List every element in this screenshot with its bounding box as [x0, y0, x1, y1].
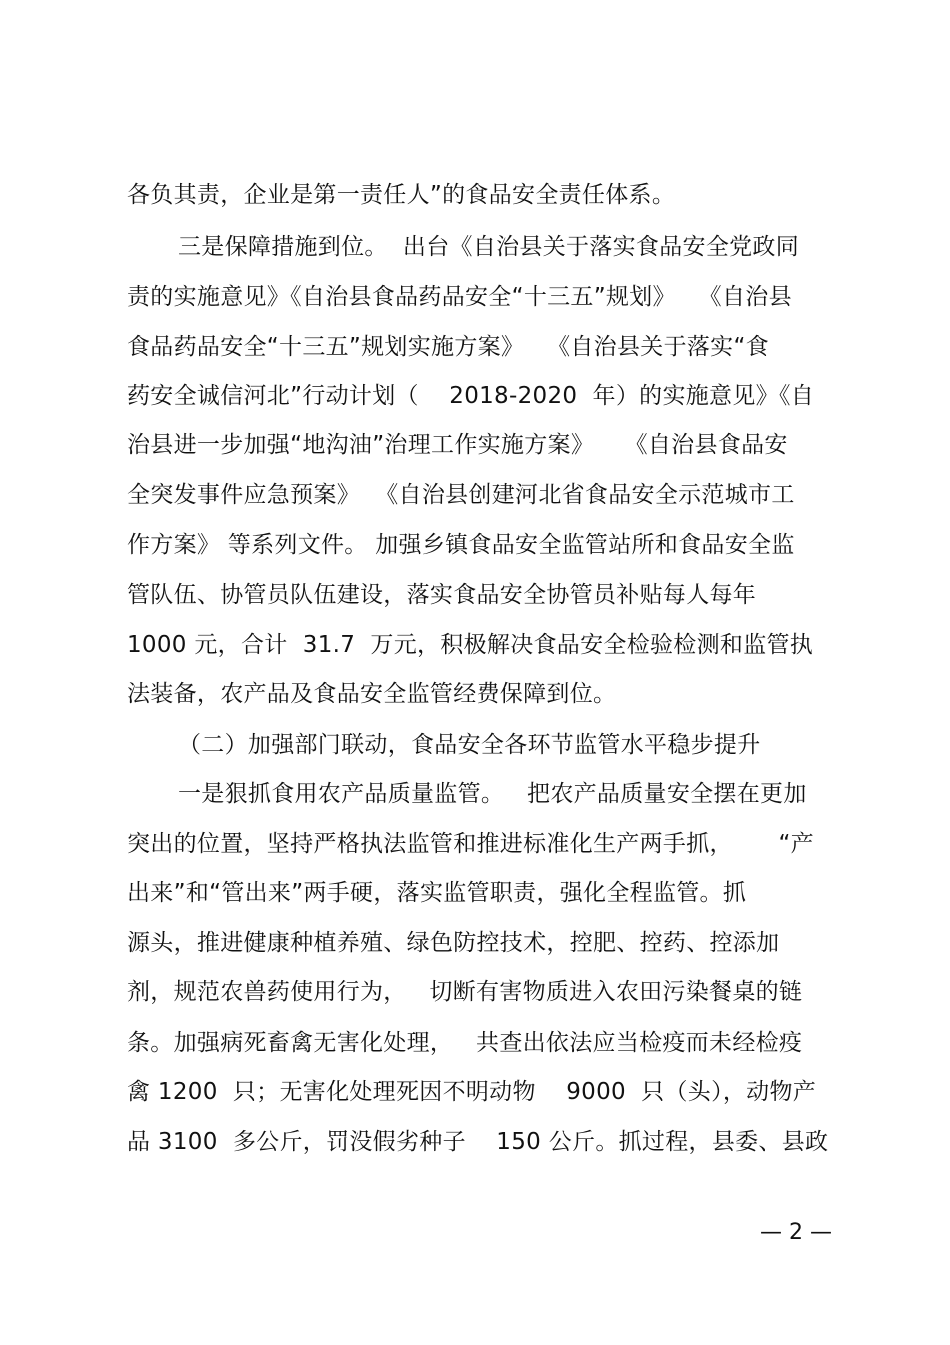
section-heading: （二）加强部门联动，食品安全各环节监管水平稳步提升: [178, 732, 761, 758]
text-line: 禽 1200 只；无害化处理死因不明动物 9000 只（头），动物产: [127, 1079, 817, 1105]
text-line: 剂，规范农兽药使用行为， 切断有害物质进入农田污染餐桌的链: [127, 979, 803, 1005]
text-line: 作方案》 等系列文件。 加强乡镇食品安全监管站所和食品安全监: [127, 532, 795, 558]
text-line: 法装备，农产品及食品安全监管经费保障到位。: [127, 681, 617, 707]
text-line: 管队伍、协管员队伍建设，落实食品安全协管员补贴每人每年: [127, 582, 757, 608]
text-line: 责的实施意见》《自治县食品药品安全“十三五”规划》 《自治县: [127, 284, 792, 310]
text-line: 食品药品安全“十三五”规划实施方案》 《自治县关于落实“食: [127, 334, 769, 360]
text-line: 突出的位置，坚持严格执法监管和推进标准化生产两手抓， “产: [127, 831, 814, 857]
text-line: 三是保障措施到位。 出台《自治县关于落实食品安全党政同: [178, 234, 800, 260]
text-line: 源头，推进健康种植养殖、绿色防控技术，控肥、控药、控添加: [127, 930, 780, 956]
text-line: 治县进一步加强“地沟油”治理工作实施方案》 《自治县食品安: [127, 432, 788, 458]
text-line: 各负其责，企业是第一责任人”的食品安全责任体系。: [127, 182, 676, 208]
text-line: 品 3100 多公斤，罚没假劣种子 150 公斤。抓过程，县委、县政: [127, 1129, 829, 1155]
text-line: 药安全诚信河北”行动计划（ 2018-2020 年）的实施意见》《自: [127, 383, 815, 409]
text-line: 全突发事件应急预案》 《自治县创建河北省食品安全示范城市工: [127, 482, 795, 508]
text-line: 一是狠抓食用农产品质量监管。 把农产品质量安全摆在更加: [178, 781, 807, 807]
text-line: 条。加强病死畜禽无害化处理， 共查出依法应当检疫而未经检疫: [127, 1030, 803, 1056]
page-number: — 2 —: [760, 1220, 832, 1245]
text-line: 1000 元，合计 31.7 万元，积极解决食品安全检验检测和监管执: [127, 632, 814, 658]
text-line: 出来”和“管出来”两手硬，落实监管职责，强化全程监管。抓: [127, 880, 747, 906]
